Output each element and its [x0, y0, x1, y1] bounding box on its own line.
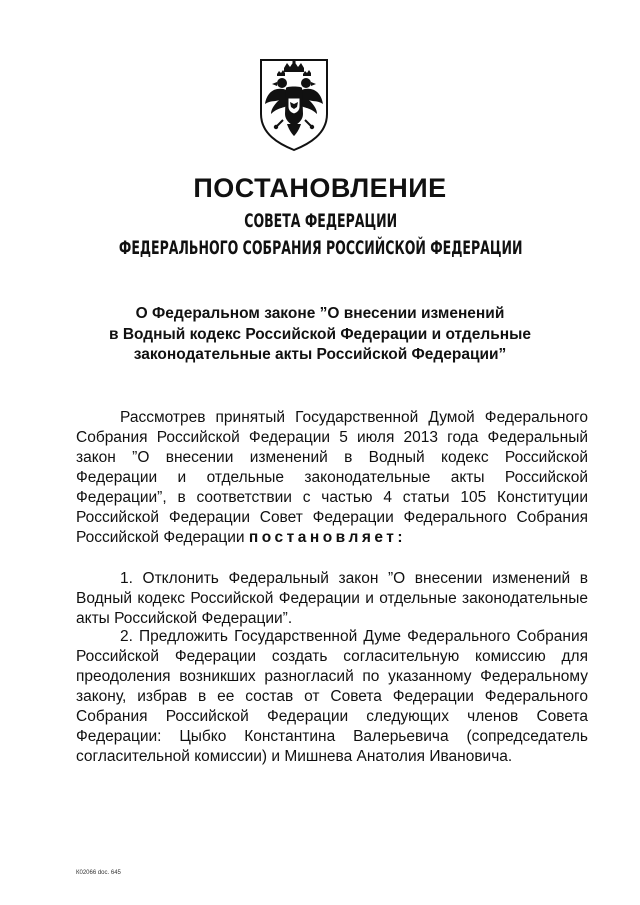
preamble-text: Рассмотрев принятый Государственной Думой Федерального Собрания Российской Федерации 5 июля 2013 года Федеральный закон ”О внесении изменений в Водный кодекс Российской Федерации и отдельные законодательные акты Российской Федерации”, в соответствии с частью 4 статьи 105 Конституции Российской Федерации Совет Федерации Федерального Собрания Российской Федерации	[76, 409, 588, 546]
subject-line-2: в Водный кодекс Российской Федерации и отдельные	[109, 325, 531, 343]
coat-of-arms-icon	[257, 56, 331, 152]
issuer-line-2: ФЕДЕРАЛЬНОГО СОБРАНИЯ РОССИЙСКОЙ ФЕДЕРАЦИИ	[118, 237, 523, 259]
subject-line-3: законодательные акты Российской Федерации”	[133, 346, 507, 363]
subject-line-1: О Федеральном законе ”О внесении изменений	[135, 305, 505, 322]
resolves-verb: постановляет:	[248, 529, 407, 546]
issuer-line-1: СОВЕТА ФЕДЕРАЦИИ	[244, 210, 398, 232]
resolution-item-1: 1. Отклонить Федеральный закон ”О внесении изменений в Водный кодекс Российской Федерации и отдельные законодательные акты Российской Федерации”.	[76, 570, 588, 627]
document-title: ПОСТАНОВЛЕНИЕ	[193, 173, 447, 203]
preamble-paragraph	[76, 408, 588, 548]
document-code: К02066 doc. 645	[76, 870, 121, 876]
subject-heading	[80, 304, 560, 366]
resolution-item-2: 2. Предложить Государственной Думе Федерального Собрания Российской Федерации создать согласительную комиссию для преодоления возникших разногласий по указанному Федеральному закону, избрав в ее состав от Совета Федерации Федерального Собрания Российской Федерации следующих членов Совета Федерации: Цыбко Константина Валерьевича (сопредседатель согласительной комиссии) и Мишнева Анатолия Ивановича.	[76, 628, 588, 765]
